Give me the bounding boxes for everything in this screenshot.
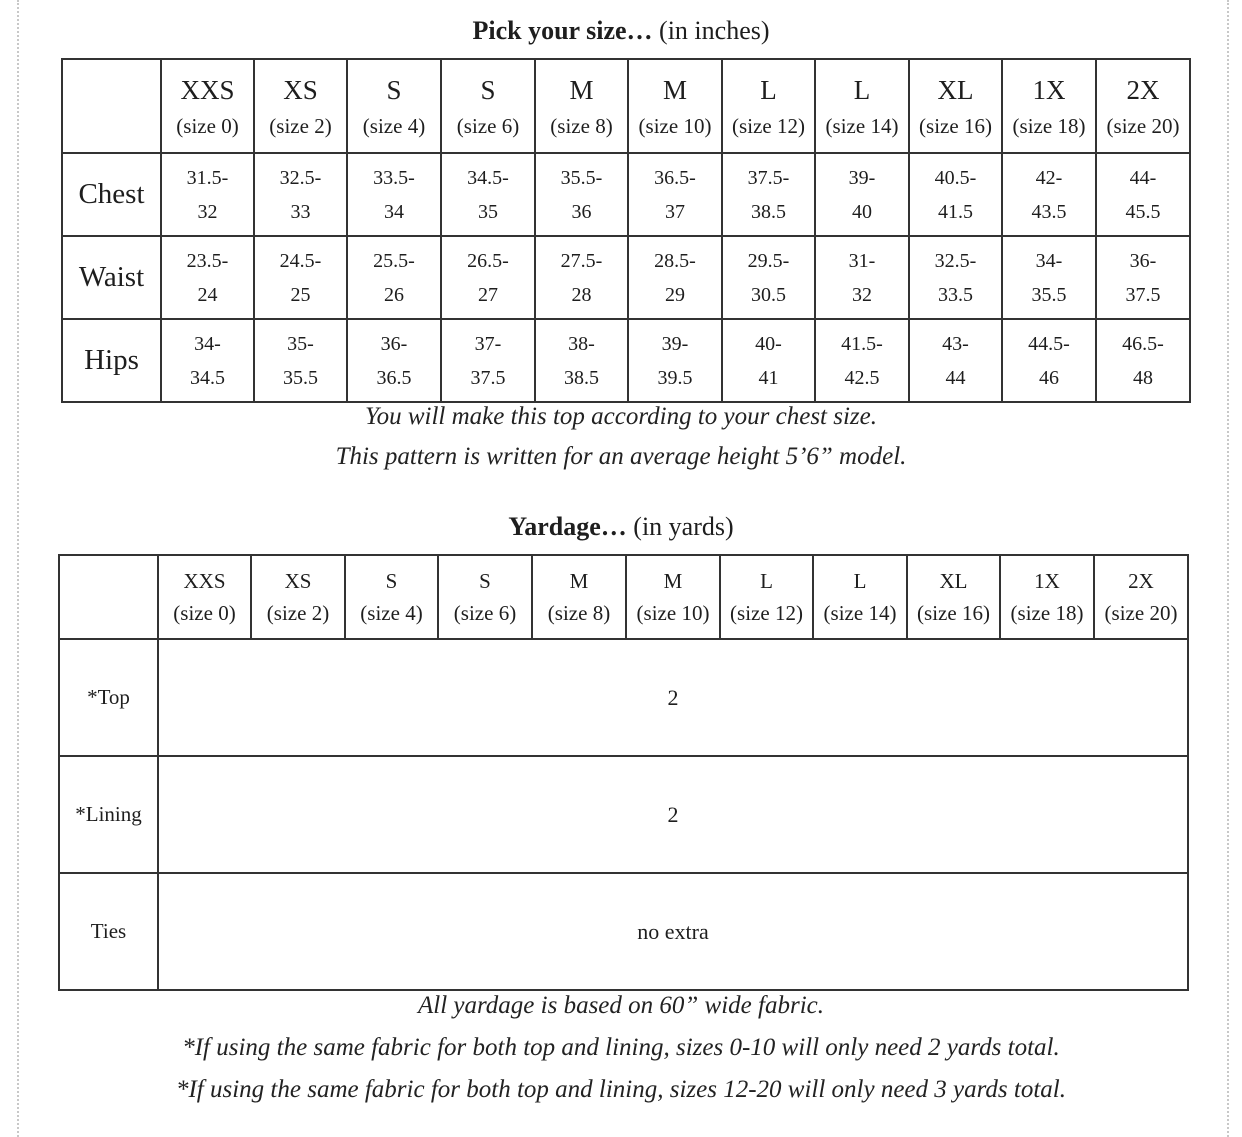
row-label-top: *Top (59, 639, 158, 756)
size-number: (size 12) (732, 114, 805, 138)
size-letter: XS (283, 75, 318, 105)
size-letter: S (386, 75, 402, 105)
range-end: 38.5 (564, 366, 599, 389)
measurement-cell (1002, 153, 1096, 236)
size-chart-table (61, 58, 1191, 403)
range-end: 45.5 (1125, 200, 1161, 223)
yardage-chart-title-bold: Yardage… (508, 512, 627, 541)
size-number: (size 8) (550, 114, 613, 138)
row-label-hips: Hips (62, 319, 161, 402)
size-number: (size 18) (1010, 601, 1084, 625)
measurement-cell (815, 153, 909, 236)
size-header-cell (720, 555, 813, 639)
range-end: 26 (384, 283, 404, 306)
range-start: 31- (848, 249, 876, 272)
measurement-cell (722, 319, 815, 402)
range-start: 31.5- (186, 166, 229, 189)
size-letter: S (385, 569, 398, 593)
measurement-cell (1096, 153, 1190, 236)
size-header-cell (628, 59, 722, 153)
range-start: 41.5- (841, 332, 883, 355)
size-letter: M (663, 569, 683, 593)
size-header-cell (251, 555, 345, 639)
range-start: 36- (1129, 249, 1157, 272)
range-start: 39- (848, 166, 876, 189)
measurement-cell (1096, 319, 1190, 402)
range-start: 38- (568, 332, 595, 355)
page-edge-right (1227, 0, 1229, 1137)
range-start: 36.5- (654, 166, 696, 189)
measurement-cell (441, 236, 535, 319)
measurement-cell (909, 236, 1002, 319)
range-end: 35.5 (1031, 283, 1067, 306)
size-number: (size 14) (823, 601, 897, 625)
range-end: 24 (197, 283, 218, 306)
measurement-cell (628, 153, 722, 236)
range-end: 29 (665, 283, 685, 306)
range-start: 40- (755, 332, 782, 355)
range-end: 42.5 (844, 366, 880, 389)
size-header-cell (161, 59, 254, 153)
size-header-cell (535, 59, 628, 153)
measurement-cell (161, 153, 254, 236)
measurement-cell (1002, 319, 1096, 402)
range-end: 46 (1039, 366, 1059, 389)
size-header-cell (907, 555, 1000, 639)
measurement-cell (909, 153, 1002, 236)
size-letter: XS (284, 569, 312, 593)
size-number: (size 20) (1106, 114, 1180, 138)
size-chart-note: You will make this top according to your chest size. (364, 403, 877, 430)
measurement-cell (909, 319, 1002, 402)
size-number: (size 14) (825, 114, 899, 138)
yardage-value-top: 2 (158, 639, 1188, 756)
yardage-chart-header-row (59, 555, 1188, 639)
range-end: 40 (852, 200, 872, 223)
range-start: 28.5- (654, 249, 696, 272)
measurement-cell (1096, 236, 1190, 319)
range-start: 46.5- (1122, 332, 1164, 355)
size-letter: S (480, 75, 496, 105)
waist-row (62, 236, 1190, 319)
measurement-cell (535, 236, 628, 319)
size-number: (size 10) (638, 114, 712, 138)
size-number: (size 4) (362, 114, 426, 138)
size-letter: L (760, 75, 777, 105)
range-end: 27 (478, 283, 498, 306)
size-chart-header-row (62, 59, 1190, 153)
measurement-cell (535, 153, 628, 236)
range-end: 32 (852, 283, 872, 306)
range-start: 34.5- (467, 166, 509, 189)
size-header-cell (1000, 555, 1094, 639)
range-end: 39.5 (657, 366, 693, 389)
size-header-cell (1096, 59, 1190, 153)
yardage-note: *If using the same fabric for both top and lining, sizes 12-20 will only need 3 yards total. (175, 1076, 1066, 1103)
range-start: 44.5- (1028, 332, 1070, 355)
size-header-cell (722, 59, 815, 153)
range-end: 33.5 (938, 283, 973, 306)
size-number: (size 16) (917, 601, 990, 625)
range-start: 29.5- (747, 249, 790, 272)
range-start: 24.5- (279, 249, 322, 272)
size-letter: 2X (1126, 75, 1160, 105)
size-number: (size 2) (266, 601, 330, 625)
top-row (59, 639, 1188, 756)
size-number: (size 2) (269, 114, 332, 138)
ties-row (59, 873, 1188, 990)
size-number: (size 10) (636, 601, 710, 625)
page-edge-left (17, 0, 19, 1137)
chest-row (62, 153, 1190, 236)
measurement-cell (628, 319, 722, 402)
range-end: 41 (758, 366, 779, 389)
size-header-cell (909, 59, 1002, 153)
range-end: 37 (665, 200, 685, 223)
measurement-cell (441, 153, 535, 236)
size-header-cell (1002, 59, 1096, 153)
measurement-cell (628, 236, 722, 319)
measurement-cell (347, 236, 441, 319)
measurement-cell (161, 236, 254, 319)
size-letter: 1X (1034, 569, 1060, 593)
size-letter: L (760, 569, 773, 593)
lining-row (59, 756, 1188, 873)
range-start: 35.5- (560, 166, 603, 189)
range-end: 41.5 (938, 200, 973, 223)
size-number: (size 6) (456, 114, 520, 138)
range-end: 35.5 (283, 366, 318, 389)
yardage-chart-table (58, 554, 1189, 991)
row-label-chest: Chest (62, 153, 161, 236)
size-number: (size 12) (730, 601, 803, 625)
size-header-cell (626, 555, 720, 639)
size-number: (size 0) (173, 601, 236, 625)
size-header-cell (441, 59, 535, 153)
size-letter: M (569, 75, 594, 105)
range-end: 34 (384, 200, 404, 223)
row-label-waist: Waist (62, 236, 161, 319)
range-start: 39- (661, 332, 689, 355)
size-letter: M (662, 75, 687, 105)
size-number: (size 8) (547, 601, 611, 625)
size-header-cell (1094, 555, 1188, 639)
measurement-cell (254, 319, 347, 402)
measurement-cell (722, 153, 815, 236)
size-letter: XXS (183, 569, 226, 593)
size-chart-title-unit: (in inches) (652, 16, 770, 45)
range-start: 23.5- (186, 249, 229, 272)
measurement-cell (815, 319, 909, 402)
range-end: 35 (478, 200, 498, 223)
range-end: 25 (290, 283, 311, 306)
measurement-cell (347, 153, 441, 236)
range-end: 37.5 (470, 366, 506, 389)
measurement-cell (815, 236, 909, 319)
measurement-cell (347, 319, 441, 402)
size-header-cell (815, 59, 909, 153)
range-end: 37.5 (1125, 283, 1161, 306)
size-chart-note: This pattern is written for an average height 5’6” model. (335, 443, 907, 470)
range-start: 37.5- (747, 166, 790, 189)
size-header-cell (158, 555, 251, 639)
size-letter: XL (937, 75, 974, 105)
yardage-note: *If using the same fabric for both top and lining, sizes 0-10 will only need 2 yards total. (182, 1034, 1060, 1061)
range-start: 36- (380, 332, 408, 355)
measurement-cell (1002, 236, 1096, 319)
size-letter: S (479, 569, 491, 593)
size-letter: XXS (180, 75, 235, 105)
range-end: 32 (197, 200, 218, 223)
size-letter: 1X (1032, 75, 1066, 105)
range-start: 40.5- (934, 166, 977, 189)
range-start: 27.5- (560, 249, 603, 272)
size-letter: L (853, 569, 867, 593)
size-chart-title-bold: Pick your size… (472, 16, 653, 45)
size-header-cell (254, 59, 347, 153)
yardage-chart-corner-cell (59, 555, 158, 639)
measurement-cell (254, 153, 347, 236)
range-end: 48 (1133, 366, 1153, 389)
range-start: 44- (1129, 166, 1157, 189)
range-start: 43- (942, 332, 969, 355)
range-start: 37- (474, 332, 502, 355)
yardage-chart-title (0, 512, 1242, 542)
measurement-cell (722, 236, 815, 319)
range-end: 36 (571, 200, 592, 223)
range-end: 36.5 (376, 366, 412, 389)
size-chart-corner-cell (62, 59, 161, 153)
size-number: (size 16) (919, 114, 992, 138)
size-chart-title (0, 16, 1242, 46)
range-end: 44 (945, 366, 966, 389)
range-start: 32.5- (934, 249, 977, 272)
measurement-cell (254, 236, 347, 319)
yardage-value-ties: no extra (158, 873, 1188, 990)
range-end: 33 (290, 200, 311, 223)
range-start: 34- (1035, 249, 1063, 272)
size-number: (size 0) (176, 114, 239, 138)
row-label-lining: *Lining (59, 756, 158, 873)
size-header-cell (532, 555, 626, 639)
size-letter: XL (939, 569, 968, 593)
yardage-chart-title-unit: (in yards) (626, 512, 734, 541)
range-start: 26.5- (467, 249, 509, 272)
size-number: (size 6) (453, 601, 517, 625)
measurement-cell (161, 319, 254, 402)
row-label-ties: Ties (59, 873, 158, 990)
range-start: 32.5- (279, 166, 322, 189)
size-number: (size 18) (1012, 114, 1086, 138)
range-end: 28 (571, 283, 592, 306)
range-end: 30.5 (751, 283, 786, 306)
size-header-cell (347, 59, 441, 153)
range-start: 33.5- (373, 166, 415, 189)
size-letter: L (853, 75, 871, 105)
hips-row (62, 319, 1190, 402)
size-header-cell (345, 555, 438, 639)
range-end: 38.5 (751, 200, 786, 223)
range-start: 35- (287, 332, 314, 355)
yardage-note: All yardage is based on 60” wide fabric. (418, 992, 824, 1019)
measurement-cell (535, 319, 628, 402)
measurement-cell (441, 319, 535, 402)
yardage-value-lining: 2 (158, 756, 1188, 873)
size-header-cell (813, 555, 907, 639)
size-letter: M (569, 569, 589, 593)
size-letter: 2X (1128, 569, 1154, 593)
size-number: (size 20) (1104, 601, 1178, 625)
size-header-cell (438, 555, 532, 639)
size-number: (size 4) (360, 601, 423, 625)
range-start: 42- (1035, 166, 1063, 189)
range-end: 43.5 (1031, 200, 1067, 223)
range-start: 34- (194, 332, 221, 355)
range-end: 34.5 (190, 366, 225, 389)
range-start: 25.5- (373, 249, 415, 272)
